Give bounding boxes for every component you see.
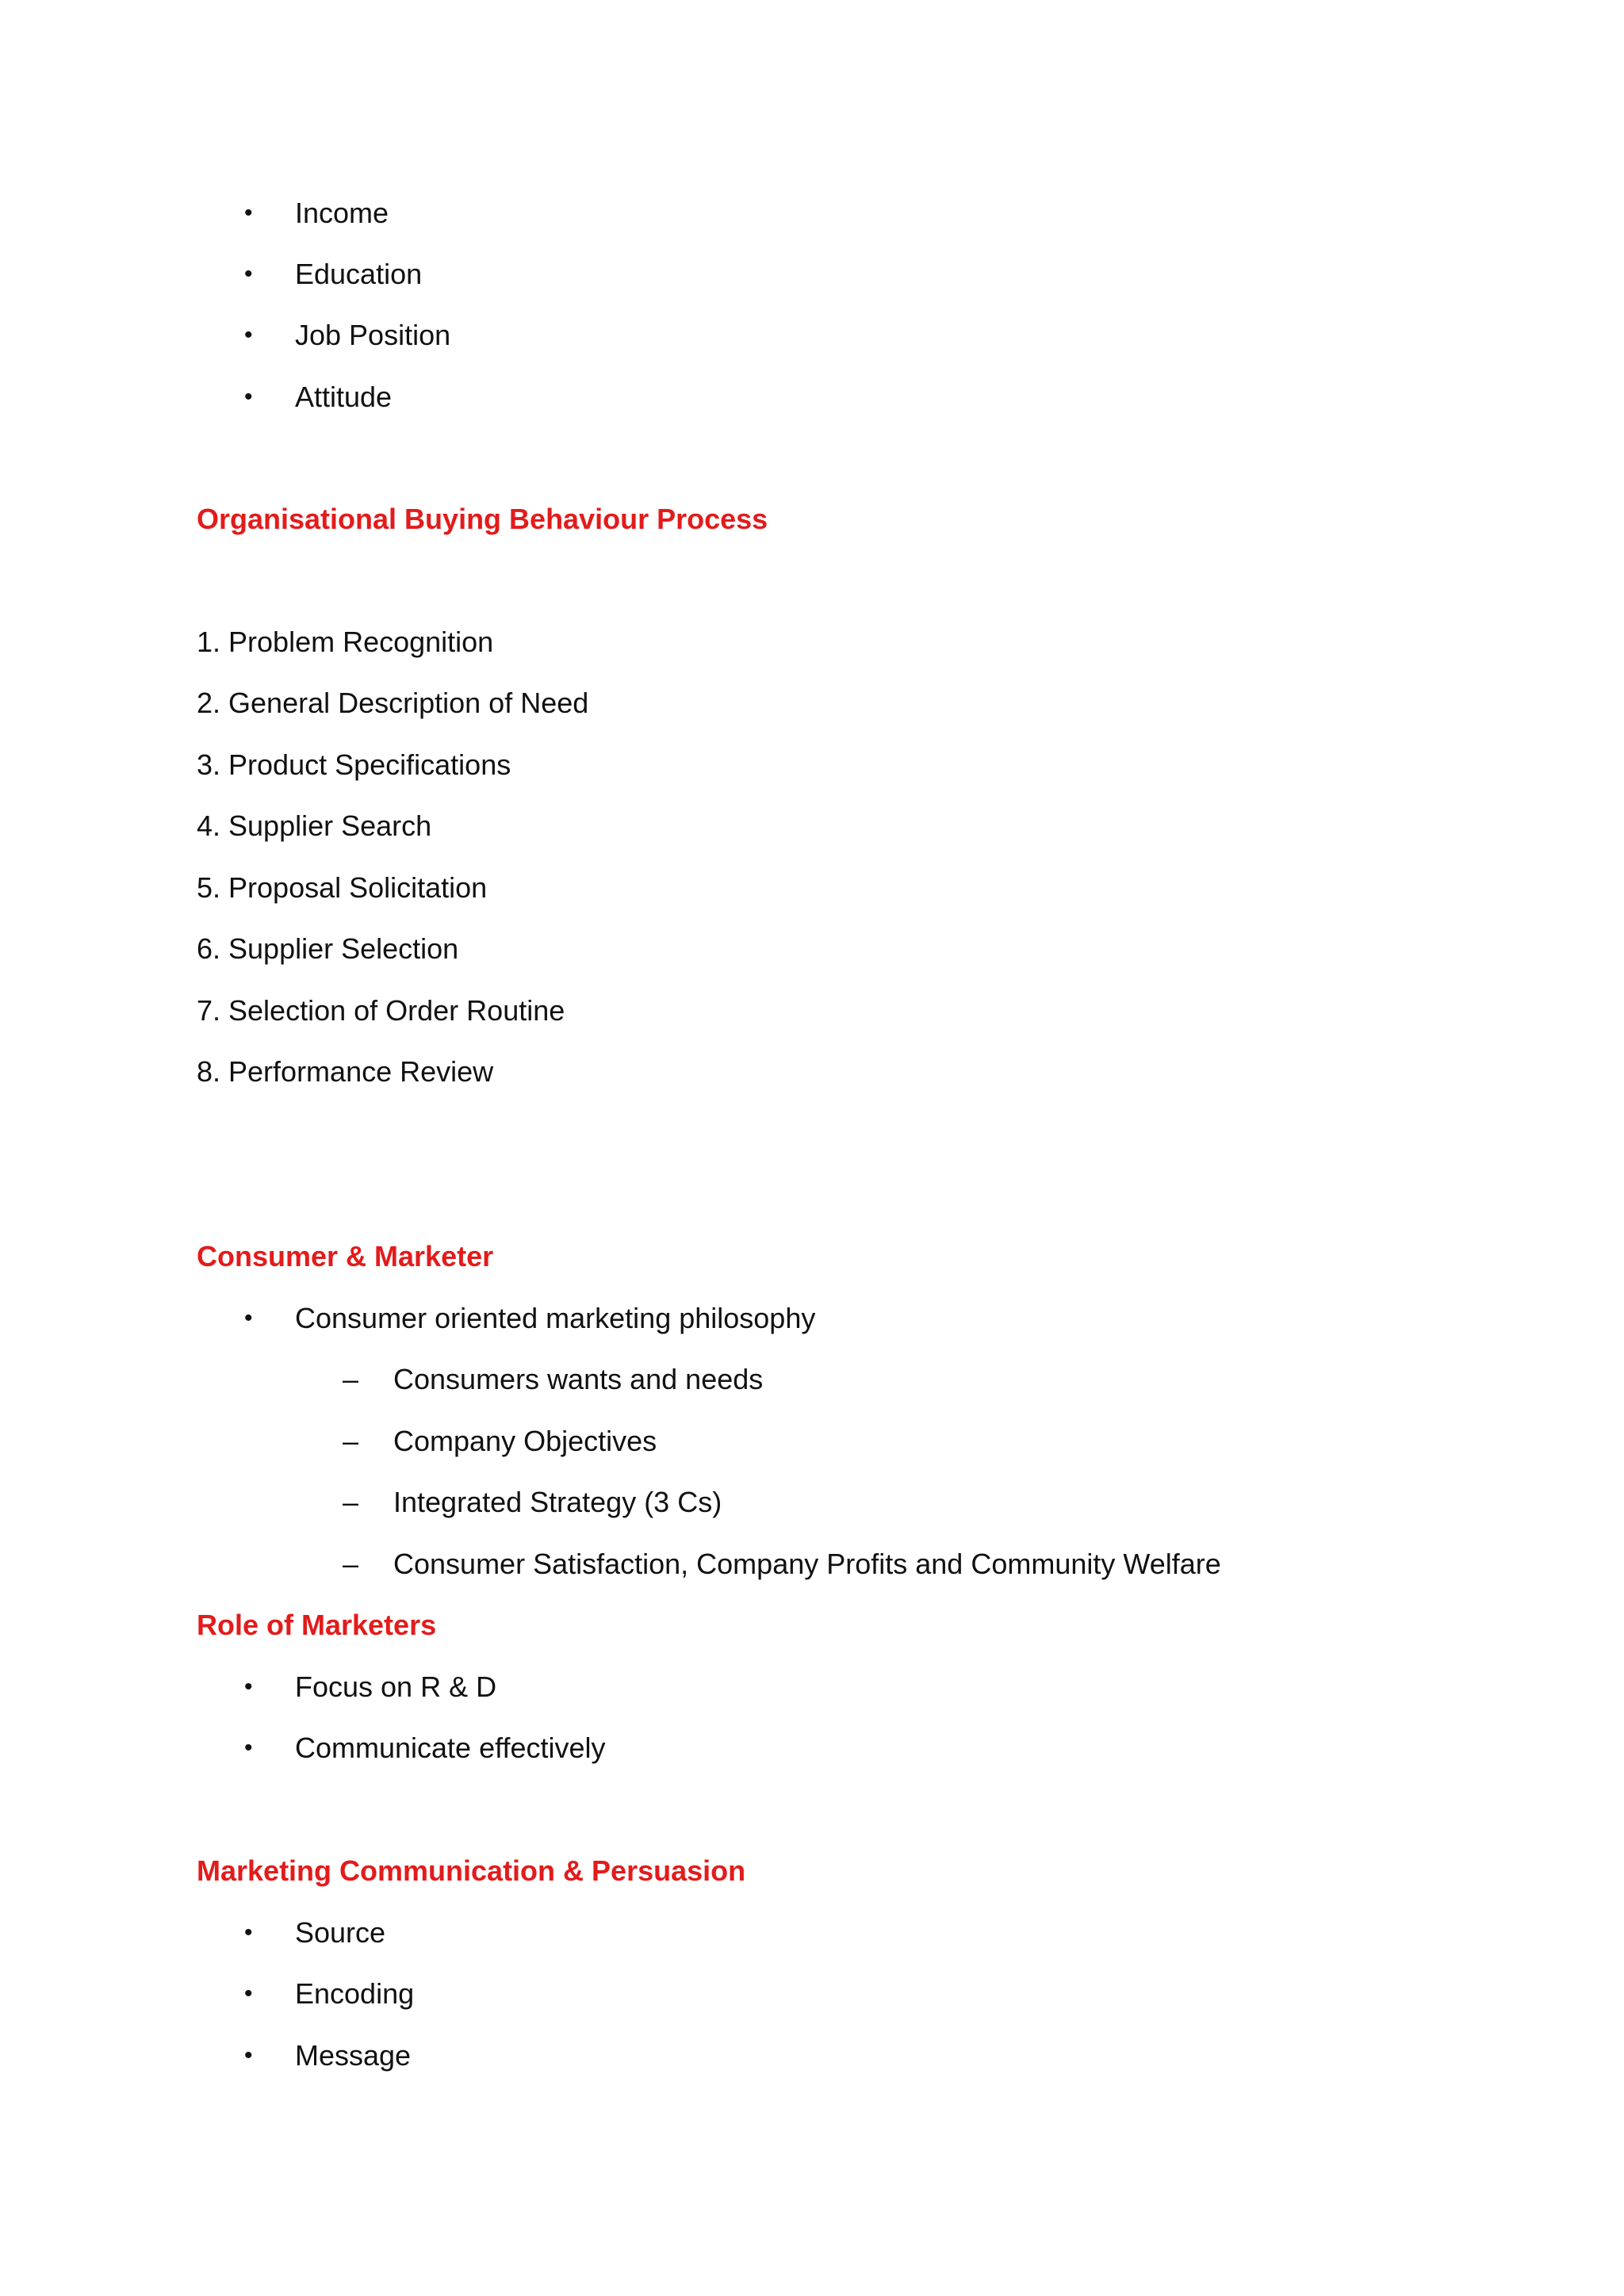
sub-list-item-text: Consumer Satisfaction, Company Profits and Community Welfare (393, 1548, 1221, 1580)
numbered-item-text: 4. Supplier Search (197, 809, 432, 842)
numbered-item-text: 8. Performance Review (197, 1055, 494, 1088)
numbered-item-text: 6. Supplier Selection (197, 932, 459, 965)
bullet-marker: • (244, 1980, 253, 2007)
sub-list-item-text: Integrated Strategy (3 Cs) (393, 1486, 722, 1518)
list-item-text: Education (295, 258, 423, 290)
dash-marker: – (343, 1486, 359, 1518)
section-heading-role-of-marketers: Role of Marketers (197, 1609, 437, 1641)
dash-marker: – (343, 1548, 359, 1580)
section-heading-buying-process: Organisational Buying Behaviour Process (197, 503, 768, 535)
section-heading-marketing-communication: Marketing Communication & Persuasion (197, 1854, 746, 1887)
list-item-text: Attitude (295, 381, 393, 413)
list-item-text: Message (295, 2039, 412, 2072)
list-item-text: Consumer oriented marketing philosophy (295, 1302, 816, 1334)
bullet-marker: • (244, 261, 253, 287)
sub-list-item-text: Company Objectives (393, 1425, 657, 1457)
bullet-marker: • (244, 1305, 253, 1331)
dash-marker: – (343, 1363, 359, 1395)
list-item-text: Focus on R & D (295, 1670, 497, 1703)
section-heading-consumer-marketer: Consumer & Marketer (197, 1240, 494, 1272)
list-item-text: Job Position (295, 319, 451, 351)
bullet-marker: • (244, 2042, 253, 2068)
numbered-item-text: 7. Selection of Order Routine (197, 994, 565, 1027)
bullet-marker: • (244, 200, 253, 226)
list-item-text: Communicate effectively (295, 1732, 606, 1764)
numbered-item-text: 1. Problem Recognition (197, 626, 494, 658)
bullet-marker: • (244, 322, 253, 348)
bullet-marker: • (244, 1674, 253, 1700)
bullet-marker: • (244, 384, 253, 410)
sub-list-item-text: Consumers wants and needs (393, 1363, 764, 1395)
list-item-text: Source (295, 1916, 386, 1949)
numbered-item-text: 3. Product Specifications (197, 748, 511, 781)
numbered-item-text: 2. General Description of Need (197, 687, 589, 719)
bullet-marker: • (244, 1919, 253, 1946)
dash-marker: – (343, 1425, 359, 1457)
numbered-item-text: 5. Proposal Solicitation (197, 871, 488, 904)
bullet-marker: • (244, 1735, 253, 1761)
list-item-text: Encoding (295, 1977, 415, 2010)
list-item-text: Income (295, 197, 389, 229)
